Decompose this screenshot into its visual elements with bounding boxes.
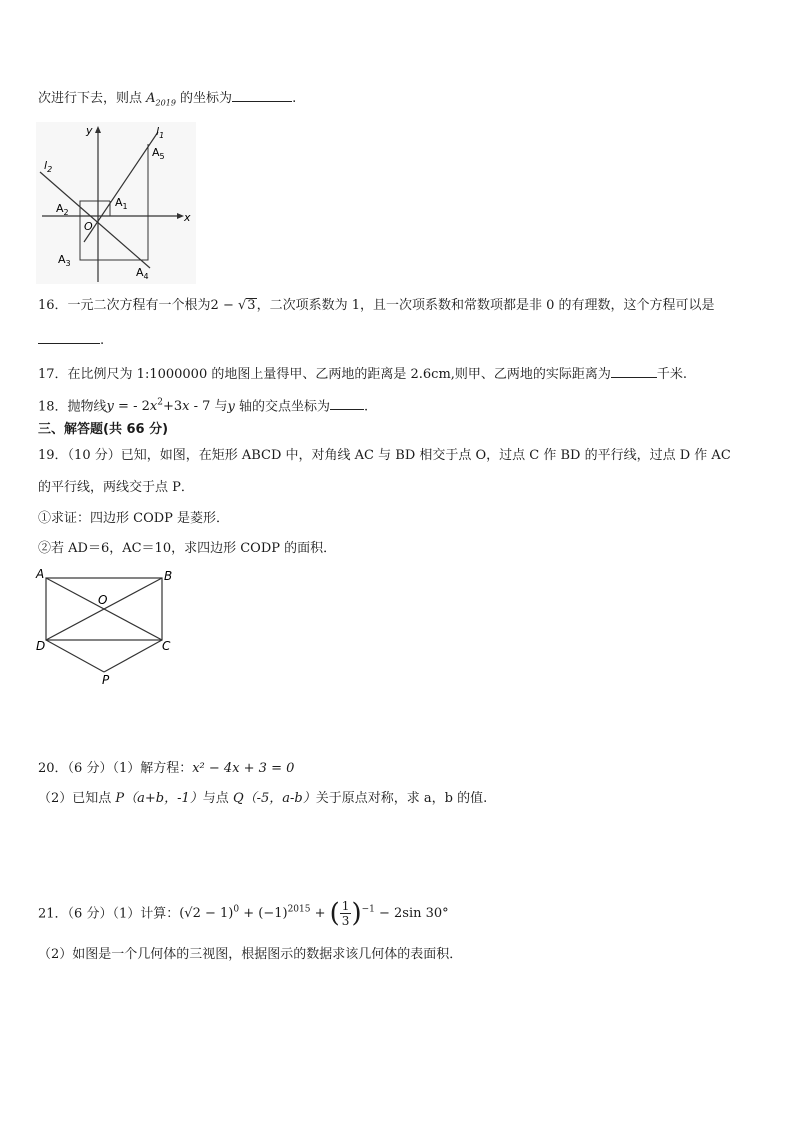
q19-part2: ②若 AD＝6，AC＝10，求四边形 CODP 的面积． — [38, 541, 337, 556]
q20-equation: x² − 4x + 3 = 0 — [192, 761, 295, 776]
q20-line — [38, 760, 294, 778]
q16-text-a: 16．一元二次方程有一个根为 — [38, 298, 211, 313]
fig-label-l2: $l_2$ — [44, 159, 53, 174]
section-3-title: 三、解答题(共 66 分) — [38, 422, 169, 437]
q17-text-a: 17．在比例尺为 1:1000000 的地图上量得甲、乙两地的距离是 2.6cm,则甲、乙两地的实际距离为 — [38, 367, 611, 382]
label-d: D — [36, 639, 46, 653]
q16-answer-line — [38, 330, 104, 350]
q19-line1: 19．（10 分）已知，如图，在矩形 ABCD 中，对角线 AC 与 BD 相交于点 O，过点 C 作 BD 的平行线，过点 D 作 AC — [38, 448, 731, 463]
fig-label-x: x — [184, 211, 191, 224]
q15-line — [38, 88, 296, 113]
q16-line — [38, 297, 715, 315]
fig-label-o: O — [84, 220, 93, 233]
label-a: A — [36, 567, 45, 581]
q15-point: $A_{2019}$ — [146, 91, 176, 108]
q17-text-b: 千米. — [656, 367, 688, 382]
fig-label-a3: $A_3$ — [58, 253, 71, 268]
q21-line — [38, 893, 449, 931]
fig-label-a1: $A_1$ — [115, 196, 128, 211]
q18-text-b: 轴的交点坐标为 — [234, 399, 331, 415]
q16-answer-blank[interactable] — [38, 330, 100, 344]
q18-end: . — [364, 399, 369, 415]
q18-text-a: 18．抛物线 — [38, 399, 107, 415]
q19-line2: 的平行线，两线交于点 P． — [38, 480, 194, 495]
fig-label-a4: $A_4$ — [136, 266, 149, 281]
segment-dp — [46, 640, 104, 672]
fig-label-y: y — [86, 124, 93, 137]
q19-figure — [34, 566, 184, 688]
q21-text-a: 21．（6 分）（1）计算： — [38, 906, 180, 922]
q16-text-b: ，二次项系数为 1，且一次项系数和常数项都是非 0 的有理数，这个方程可以是 — [256, 298, 715, 313]
segment-cp — [104, 640, 162, 672]
label-o: O — [98, 593, 108, 607]
q18-axis: y — [227, 399, 235, 415]
q17-answer-blank[interactable] — [611, 364, 657, 378]
q17-line — [38, 364, 687, 384]
q16-end: . — [100, 333, 105, 348]
label-p: P — [102, 673, 110, 687]
q15-answer-blank[interactable] — [232, 88, 292, 102]
q20-part2: （2）已知点 P（a+b，-1）与点 Q（-5，a-b）关于原点对称，求 a，b 的值. — [38, 791, 488, 806]
q16-root: 2 − √3 — [210, 298, 256, 313]
q18-answer-blank[interactable] — [330, 396, 364, 410]
q18-formula: y = - $2x^2+3x - 7$ 与 — [106, 398, 228, 415]
q21-expression: $(√2 - 1)^0 + (-1)^{2015}$ + ( $\frac{1}{3}$ )$^{-1}$ − 2sin 30° — [179, 898, 449, 929]
q15-end: . — [292, 91, 297, 106]
q21-part2: （2）如图是一个几何体的三视图，根据图示的数据求该几何体的表面积． — [38, 947, 463, 962]
label-b: B — [164, 569, 173, 583]
fig-label-a5: $A_5$ — [152, 146, 165, 161]
q15-figure — [36, 122, 196, 284]
q15-suffix: 的坐标为 — [180, 91, 233, 106]
q15-prefix: 次进行下去，则点 — [38, 91, 143, 106]
q20-text-a: 20．（6 分）（1）解方程： — [38, 761, 193, 776]
fig-label-a2: $A_2$ — [56, 202, 69, 217]
fig-label-l1: $l_1$ — [156, 125, 165, 140]
q18-line — [38, 394, 368, 416]
q19-part1: ①求证：四边形 CODP 是菱形． — [38, 511, 230, 526]
label-c: C — [162, 639, 171, 653]
